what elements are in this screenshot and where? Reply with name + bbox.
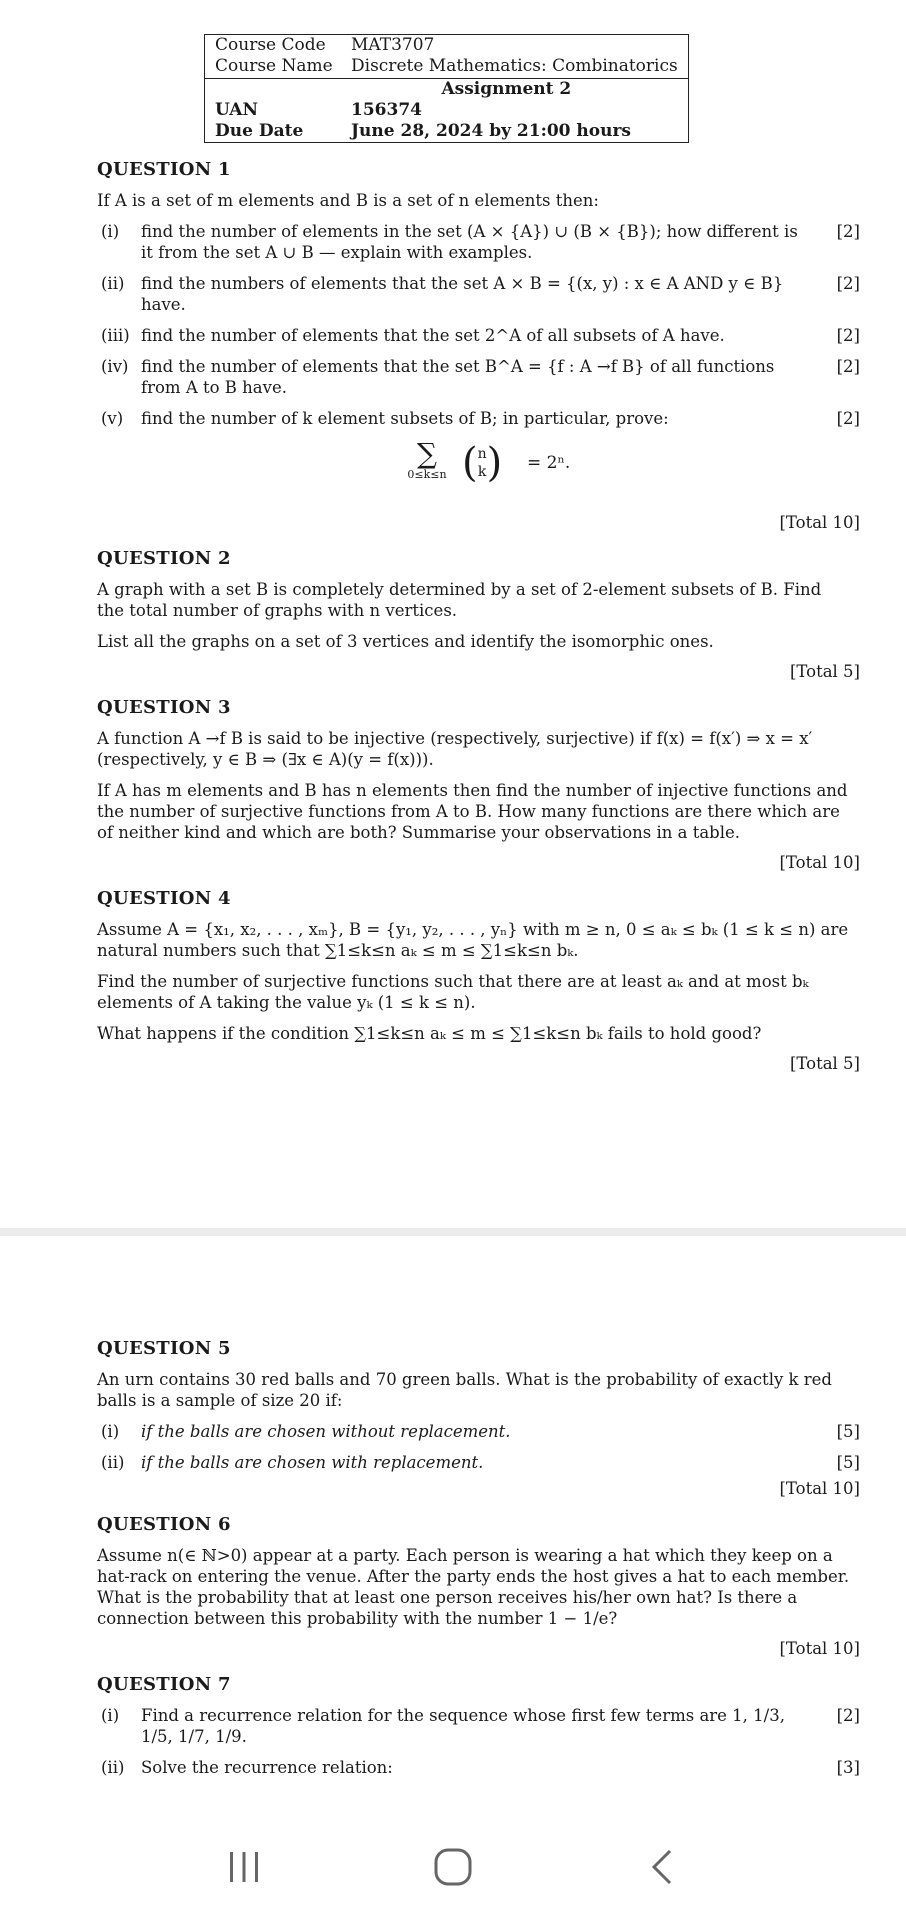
sub-question: [101, 1757, 860, 1778]
due-date-label: Due Date: [215, 121, 304, 141]
course-name: Discrete Mathematics: Combinatorics: [341, 56, 688, 79]
item-mark: [2]: [836, 326, 860, 345]
item-text: find the numbers of elements that the set A × B = {(x, y) : x ∈ A AND y ∈ B} have.: [141, 274, 784, 314]
item-text: find the number of elements that the set 2^A of all subsets of A have.: [141, 326, 725, 345]
question-3: [97, 697, 860, 872]
sub-question: [101, 1452, 860, 1473]
due-date-value: June 28, 2024 by 21:00 hours: [351, 121, 632, 141]
sub-question: [101, 1705, 860, 1747]
item-text: find the number of elements that the set B^A = {f : A →f B} of all functions from A to B have.: [141, 357, 775, 397]
question-total: [Total 10]: [779, 853, 860, 872]
recent-apps-icon: [224, 1847, 264, 1887]
item-number: (i): [101, 222, 120, 241]
uan-label: UAN: [215, 100, 259, 120]
item-mark: [2]: [836, 409, 860, 428]
binomial-sum-formula: [97, 439, 860, 495]
question-6: [97, 1514, 860, 1658]
question-total: [Total 10]: [779, 513, 860, 532]
question-paragraph: Assume A = {x₁, x₂, . . . , xₘ}, B = {y₁, y₂, . . . , yₙ} with m ≥ n, 0 ≤ aₖ ≤ bₖ (1 ≤ k ≤ n) are natural numbers such that ∑1≤k≤n aₖ ≤ m ≤ ∑1≤k≤n bₖ.: [97, 920, 849, 960]
question-4: [97, 888, 860, 1073]
course-name-label: Course Name: [205, 56, 342, 79]
sub-question: [101, 356, 860, 398]
item-mark: [3]: [836, 1758, 860, 1777]
question-title: QUESTION 6: [97, 1514, 231, 1535]
sub-question: [101, 408, 860, 429]
item-mark: [2]: [836, 222, 860, 241]
question-paragraph: List all the graphs on a set of 3 vertices and identify the isomorphic ones.: [97, 632, 714, 651]
assignment-header-table: [204, 34, 689, 143]
question-5: [97, 1338, 860, 1498]
recent-apps-button[interactable]: [214, 1837, 274, 1897]
question-1: [97, 159, 860, 532]
question-paragraph: A function A →f B is said to be injective (respectively, surjective) if f(x) = f(x′) ⇒ x = x′ (respectively, y ∈ B ⇒ (∃x ∈ A)(y = f(x))).: [97, 729, 813, 769]
document-page-2: [0, 1236, 906, 1813]
item-text: find the number of elements in the set (A × {A}) ∪ (B × {B}); how different is it from the set A ∪ B — explain with examples.: [141, 222, 798, 262]
back-button[interactable]: [632, 1837, 692, 1897]
question-title: QUESTION 4: [97, 888, 231, 909]
formula-rhs: = 2ⁿ.: [527, 453, 571, 473]
sub-question: [101, 221, 860, 263]
question-paragraph: Assume n(∈ ℕ>0) appear at a party. Each person is wearing a hat which they keep on a hat-rack on entering the venue. After the party ends the host gives a hat to each member. What is the probability that at least one person receives his/her own hat? Is there a connection between this probability with the number 1 − 1/e?: [97, 1546, 850, 1628]
question-total: [Total 5]: [789, 1054, 860, 1073]
question-2: [97, 548, 860, 681]
binomial-coefficient: ( n k ): [462, 440, 503, 486]
uan-value: 156374: [351, 100, 422, 120]
item-number: (v): [101, 409, 124, 428]
question-title: QUESTION 5: [97, 1338, 231, 1359]
item-number: (i): [101, 1706, 120, 1725]
item-number: (ii): [101, 1453, 125, 1472]
page-gap: [0, 1228, 906, 1236]
question-total: [Total 10]: [779, 1639, 860, 1658]
item-number: (ii): [101, 274, 125, 293]
item-number: (ii): [101, 1758, 125, 1777]
question-intro: If A is a set of m elements and B is a set of n elements then:: [97, 191, 599, 210]
question-total: [Total 5]: [789, 662, 860, 681]
question-paragraph: If A has m elements and B has n elements then find the number of injective functions and the number of surjective functions from A to B. How many functions are there which are of neither kind and which are both? Summarise your observations in a table.: [97, 781, 848, 842]
item-mark: [2]: [836, 274, 860, 293]
summation: ∑ 0≤k≤n: [402, 439, 452, 481]
binom-bottom: k: [477, 464, 487, 480]
course-code-label: Course Code: [215, 35, 326, 55]
assignment-title: Assignment 2: [441, 79, 572, 99]
item-text: if the balls are chosen without replacement.: [141, 1422, 511, 1441]
course-code: MAT3707: [351, 35, 435, 55]
back-icon: [642, 1847, 682, 1887]
item-mark: [5]: [836, 1453, 860, 1472]
question-title: QUESTION 3: [97, 697, 231, 718]
question-7: [97, 1674, 860, 1778]
item-number: (iii): [101, 326, 130, 345]
question-total: [Total 10]: [779, 1479, 860, 1498]
question-paragraph: A graph with a set B is completely determined by a set of 2-element subsets of B. Find the total number of graphs with n vertices.: [97, 580, 822, 620]
item-text: Find a recurrence relation for the sequence whose first few terms are 1, 1/3, 1/5, 1/7, 1/9.: [141, 1706, 785, 1746]
question-paragraph: What happens if the condition ∑1≤k≤n aₖ ≤ m ≤ ∑1≤k≤n bₖ fails to hold good?: [97, 1024, 762, 1043]
android-navigation-bar: [0, 1813, 906, 1920]
binom-top: n: [477, 446, 487, 462]
summation-range: 0≤k≤n: [407, 468, 447, 481]
question-title: QUESTION 2: [97, 548, 231, 569]
item-text: Solve the recurrence relation:: [141, 1758, 393, 1777]
item-text: if the balls are chosen with replacement.: [141, 1453, 484, 1472]
question-intro: An urn contains 30 red balls and 70 green balls. What is the probability of exactly k red balls is a sample of size 20 if:: [97, 1370, 832, 1410]
item-mark: [5]: [836, 1422, 860, 1441]
question-title: QUESTION 7: [97, 1674, 231, 1695]
sub-question: [101, 273, 860, 315]
question-paragraph: Find the number of surjective functions such that there are at least aₖ and at most bₖ elements of A taking the value yₖ (1 ≤ k ≤ n).: [97, 972, 809, 1012]
home-icon: [431, 1845, 475, 1889]
home-button[interactable]: [423, 1837, 483, 1897]
item-number: (iv): [101, 357, 129, 376]
sub-question: [101, 325, 860, 346]
item-number: (i): [101, 1422, 120, 1441]
item-mark: [2]: [836, 357, 860, 376]
item-mark: [2]: [836, 1706, 860, 1725]
sub-question: [101, 1421, 860, 1442]
question-title: QUESTION 1: [97, 159, 231, 180]
item-text: find the number of k element subsets of B; in particular, prove:: [141, 409, 669, 428]
